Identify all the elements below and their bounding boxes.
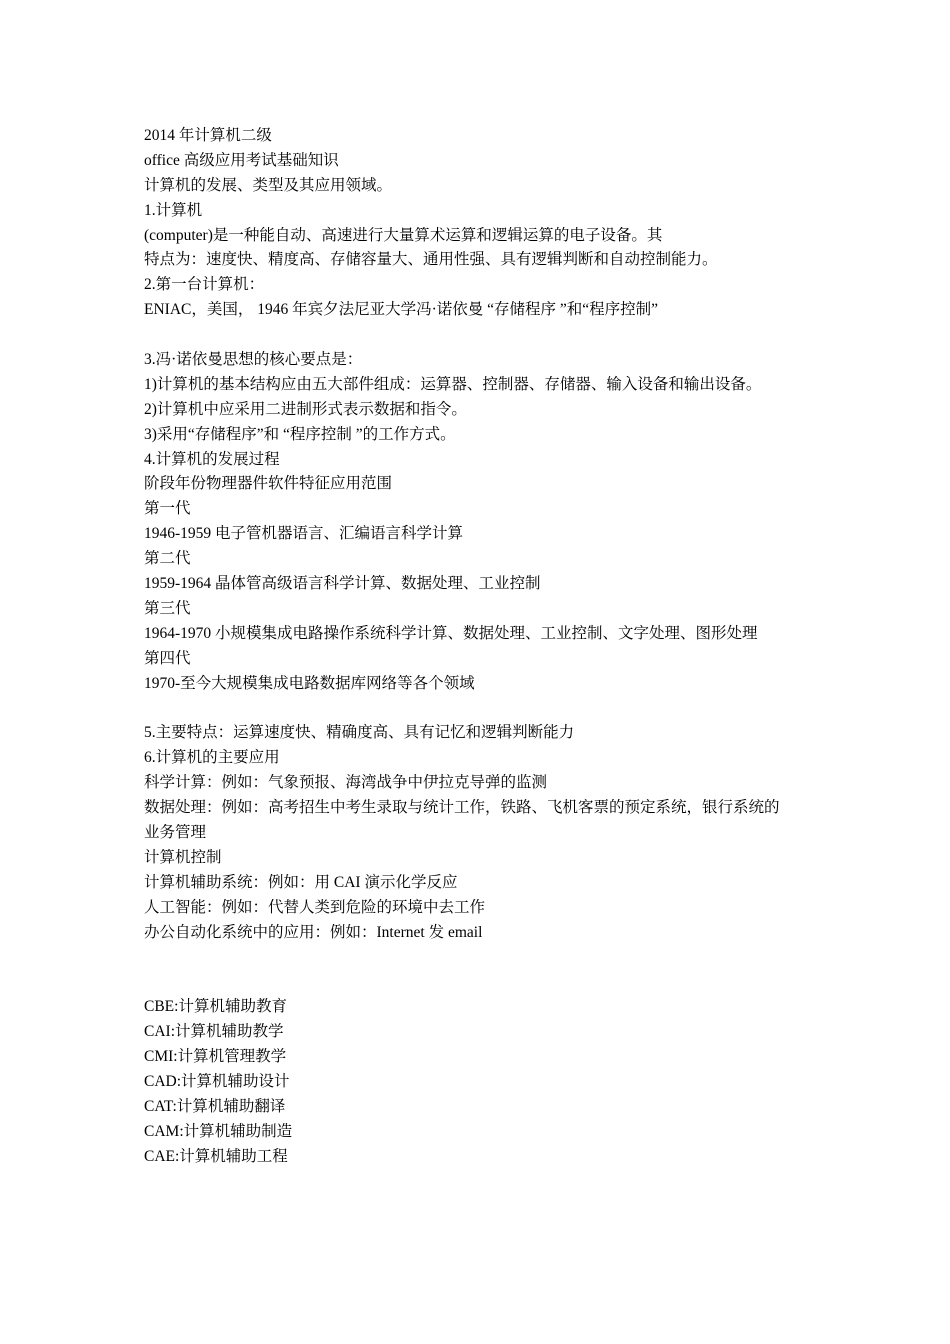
abbreviation-item: CBE:计算机辅助教育 xyxy=(144,998,287,1016)
item-heading-applications: 6.计算机的主要应用 xyxy=(144,749,280,767)
paragraph-line: 1970-至今大规模集成电路数据库网络等各个领域 xyxy=(144,674,475,692)
paragraph-line: 第三代 xyxy=(144,599,191,617)
paragraph-line: 计算机控制 xyxy=(144,848,222,866)
paragraph-line: 业务管理 xyxy=(144,823,207,841)
paragraph-line: 办公自动化系统中的应用：例如：Internet 发 email xyxy=(144,923,483,941)
paragraph-line: 1959-1964 晶体管高级语言科学计算、数据处理、工业控制 xyxy=(144,575,541,593)
paragraph-line: 1964-1970 小规模集成电路操作系统科学计算、数据处理、工业控制、文字处理、图形处理 xyxy=(144,624,758,642)
paragraph-line: 第四代 xyxy=(144,649,191,667)
item-heading-von-neumann: 3.冯·诺依曼思想的核心要点是： xyxy=(144,351,363,369)
paragraph-line: 特点为：速度快、精度高、存储容量大、通用性强、具有逻辑判断和自动控制能力。 xyxy=(144,251,718,269)
item-heading-computer: 1.计算机 xyxy=(144,201,203,219)
section-heading: 计算机的发展、类型及其应用领域。 xyxy=(144,176,393,194)
abbreviation-item: CAD:计算机辅助设计 xyxy=(144,1072,290,1090)
blank-line xyxy=(144,323,814,348)
abbreviation-item: CAI:计算机辅助教学 xyxy=(144,1023,284,1041)
paragraph-line: (computer)是一种能自动、高速进行大量算术运算和逻辑运算的电子设备。其 xyxy=(144,226,663,244)
paragraph-line: 1)计算机的基本结构应由五大部件组成：运算器、控制器、存储器、输入设备和输出设备。 xyxy=(144,375,762,393)
abbreviation-item: CAT:计算机辅助翻译 xyxy=(144,1097,286,1115)
paragraph-line: 2)计算机中应采用二进制形式表示数据和指令。 xyxy=(144,400,467,418)
abbreviation-item: CMI:计算机管理教学 xyxy=(144,1047,287,1065)
blank-line xyxy=(144,970,814,995)
document-body xyxy=(144,124,814,1169)
doc-subtitle-line: office 高级应用考试基础知识 xyxy=(144,151,339,169)
item-heading-development: 4.计算机的发展过程 xyxy=(144,450,280,468)
abbreviation-item: CAM:计算机辅助制造 xyxy=(144,1122,293,1140)
item-heading-first-computer: 2.第一台计算机： xyxy=(144,276,265,294)
paragraph-line: 第二代 xyxy=(144,550,191,568)
doc-title-line: 2014 年计算机二级 xyxy=(144,127,272,144)
item-heading-features: 5.主要特点：运算速度快、精确度高、具有记忆和逻辑判断能力 xyxy=(144,724,575,742)
paragraph-line: ENIAC，美国， 1946 年宾夕法尼亚大学冯·诺依曼 “存储程序 ”和“程序控制” xyxy=(144,301,659,319)
paragraph-line: 1946-1959 电子管机器语言、汇编语言科学计算 xyxy=(144,525,464,543)
paragraph-line: 数据处理：例如：高考招生中考生录取与统计工作，铁路、飞机客票的预定系统，银行系统的 xyxy=(144,799,780,817)
paragraph-line: 第一代 xyxy=(144,500,191,518)
abbreviation-item: CAE:计算机辅助工程 xyxy=(144,1147,288,1165)
paragraph-line: 人工智能：例如：代替人类到危险的环境中去工作 xyxy=(144,898,486,916)
paragraph-line: 阶段年份物理器件软件特征应用范围 xyxy=(144,475,393,493)
blank-line xyxy=(144,696,814,721)
paragraph-line: 科学计算：例如：气象预报、海湾战争中伊拉克导弹的监测 xyxy=(144,774,548,792)
paragraph-line: 计算机辅助系统：例如：用 CAI 演示化学反应 xyxy=(144,873,458,891)
paragraph-line: 3)采用“存储程序”和 “程序控制 ”的工作方式。 xyxy=(144,425,456,443)
blank-line xyxy=(144,945,814,970)
